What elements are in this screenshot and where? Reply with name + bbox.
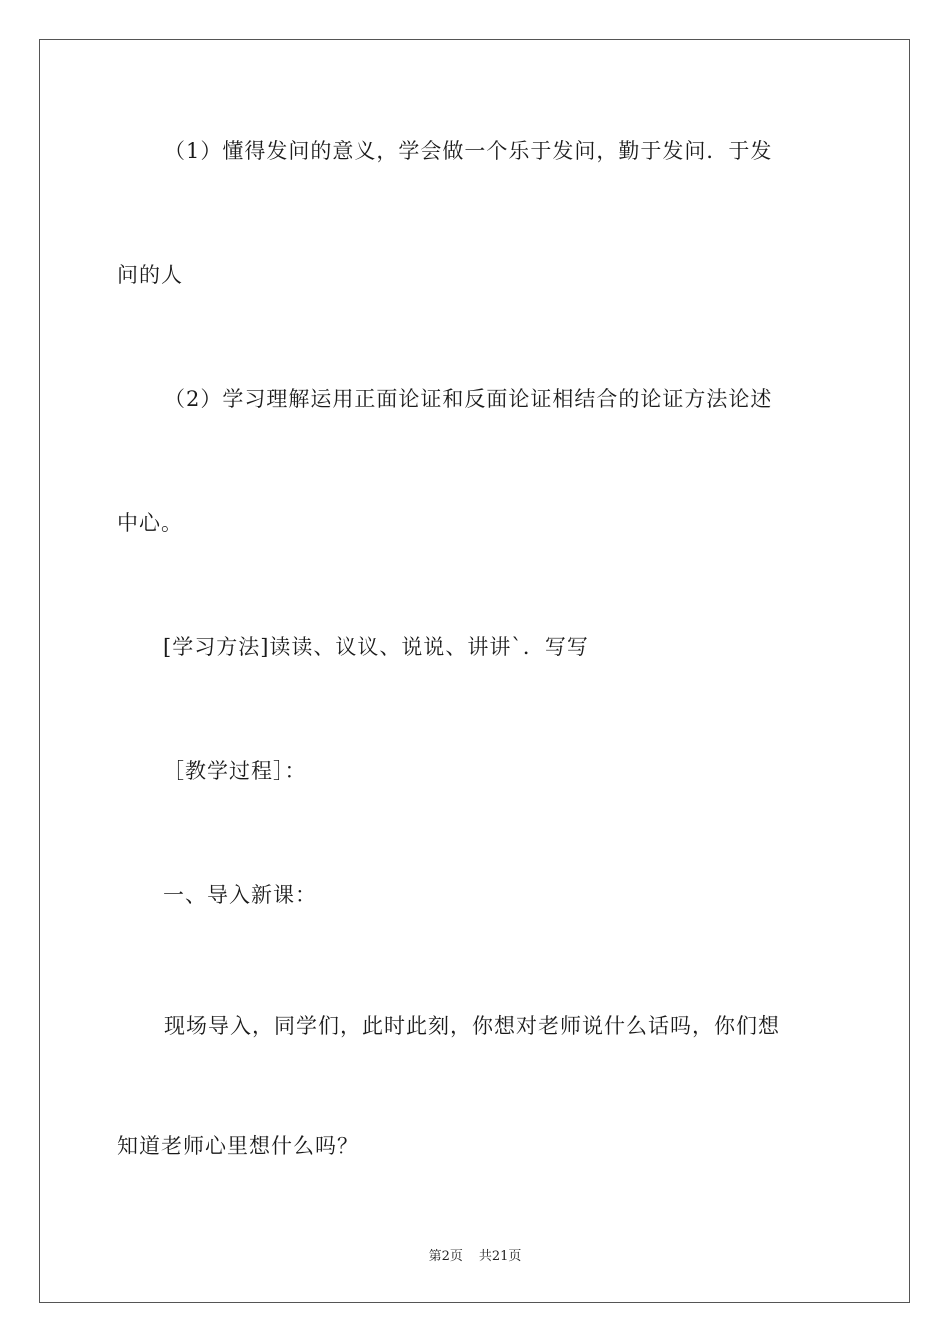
paragraph-learning-method: [学习方法]读读、议议、说说、讲讲`．写写 [163,635,589,659]
page-total: 共21页 [478,1249,522,1264]
paragraph-introduction-continued: 知道老师心里想什么吗？ [117,1134,359,1158]
page-number: 第2页 [428,1249,463,1264]
paragraph-introduction: 现场导入，同学们，此时此刻，你想对老师说什么话吗，你们想 [164,1014,780,1038]
paragraph-objective-1: （1）懂得发问的意义，学会做一个乐于发问，勤于发问．于发 [164,139,773,163]
heading-introduction: 一、导入新课： [163,883,317,907]
page-footer [0,1249,950,1265]
paragraph-objective-2: （2）学习理解运用正面论证和反面论证相结合的论证方法论述 [164,387,773,411]
heading-teaching-process: ［教学过程］： [163,759,307,783]
paragraph-objective-2-continued: 中心。 [117,511,183,535]
paragraph-objective-1-continued: 问的人 [117,263,183,287]
page-border [39,39,910,1303]
